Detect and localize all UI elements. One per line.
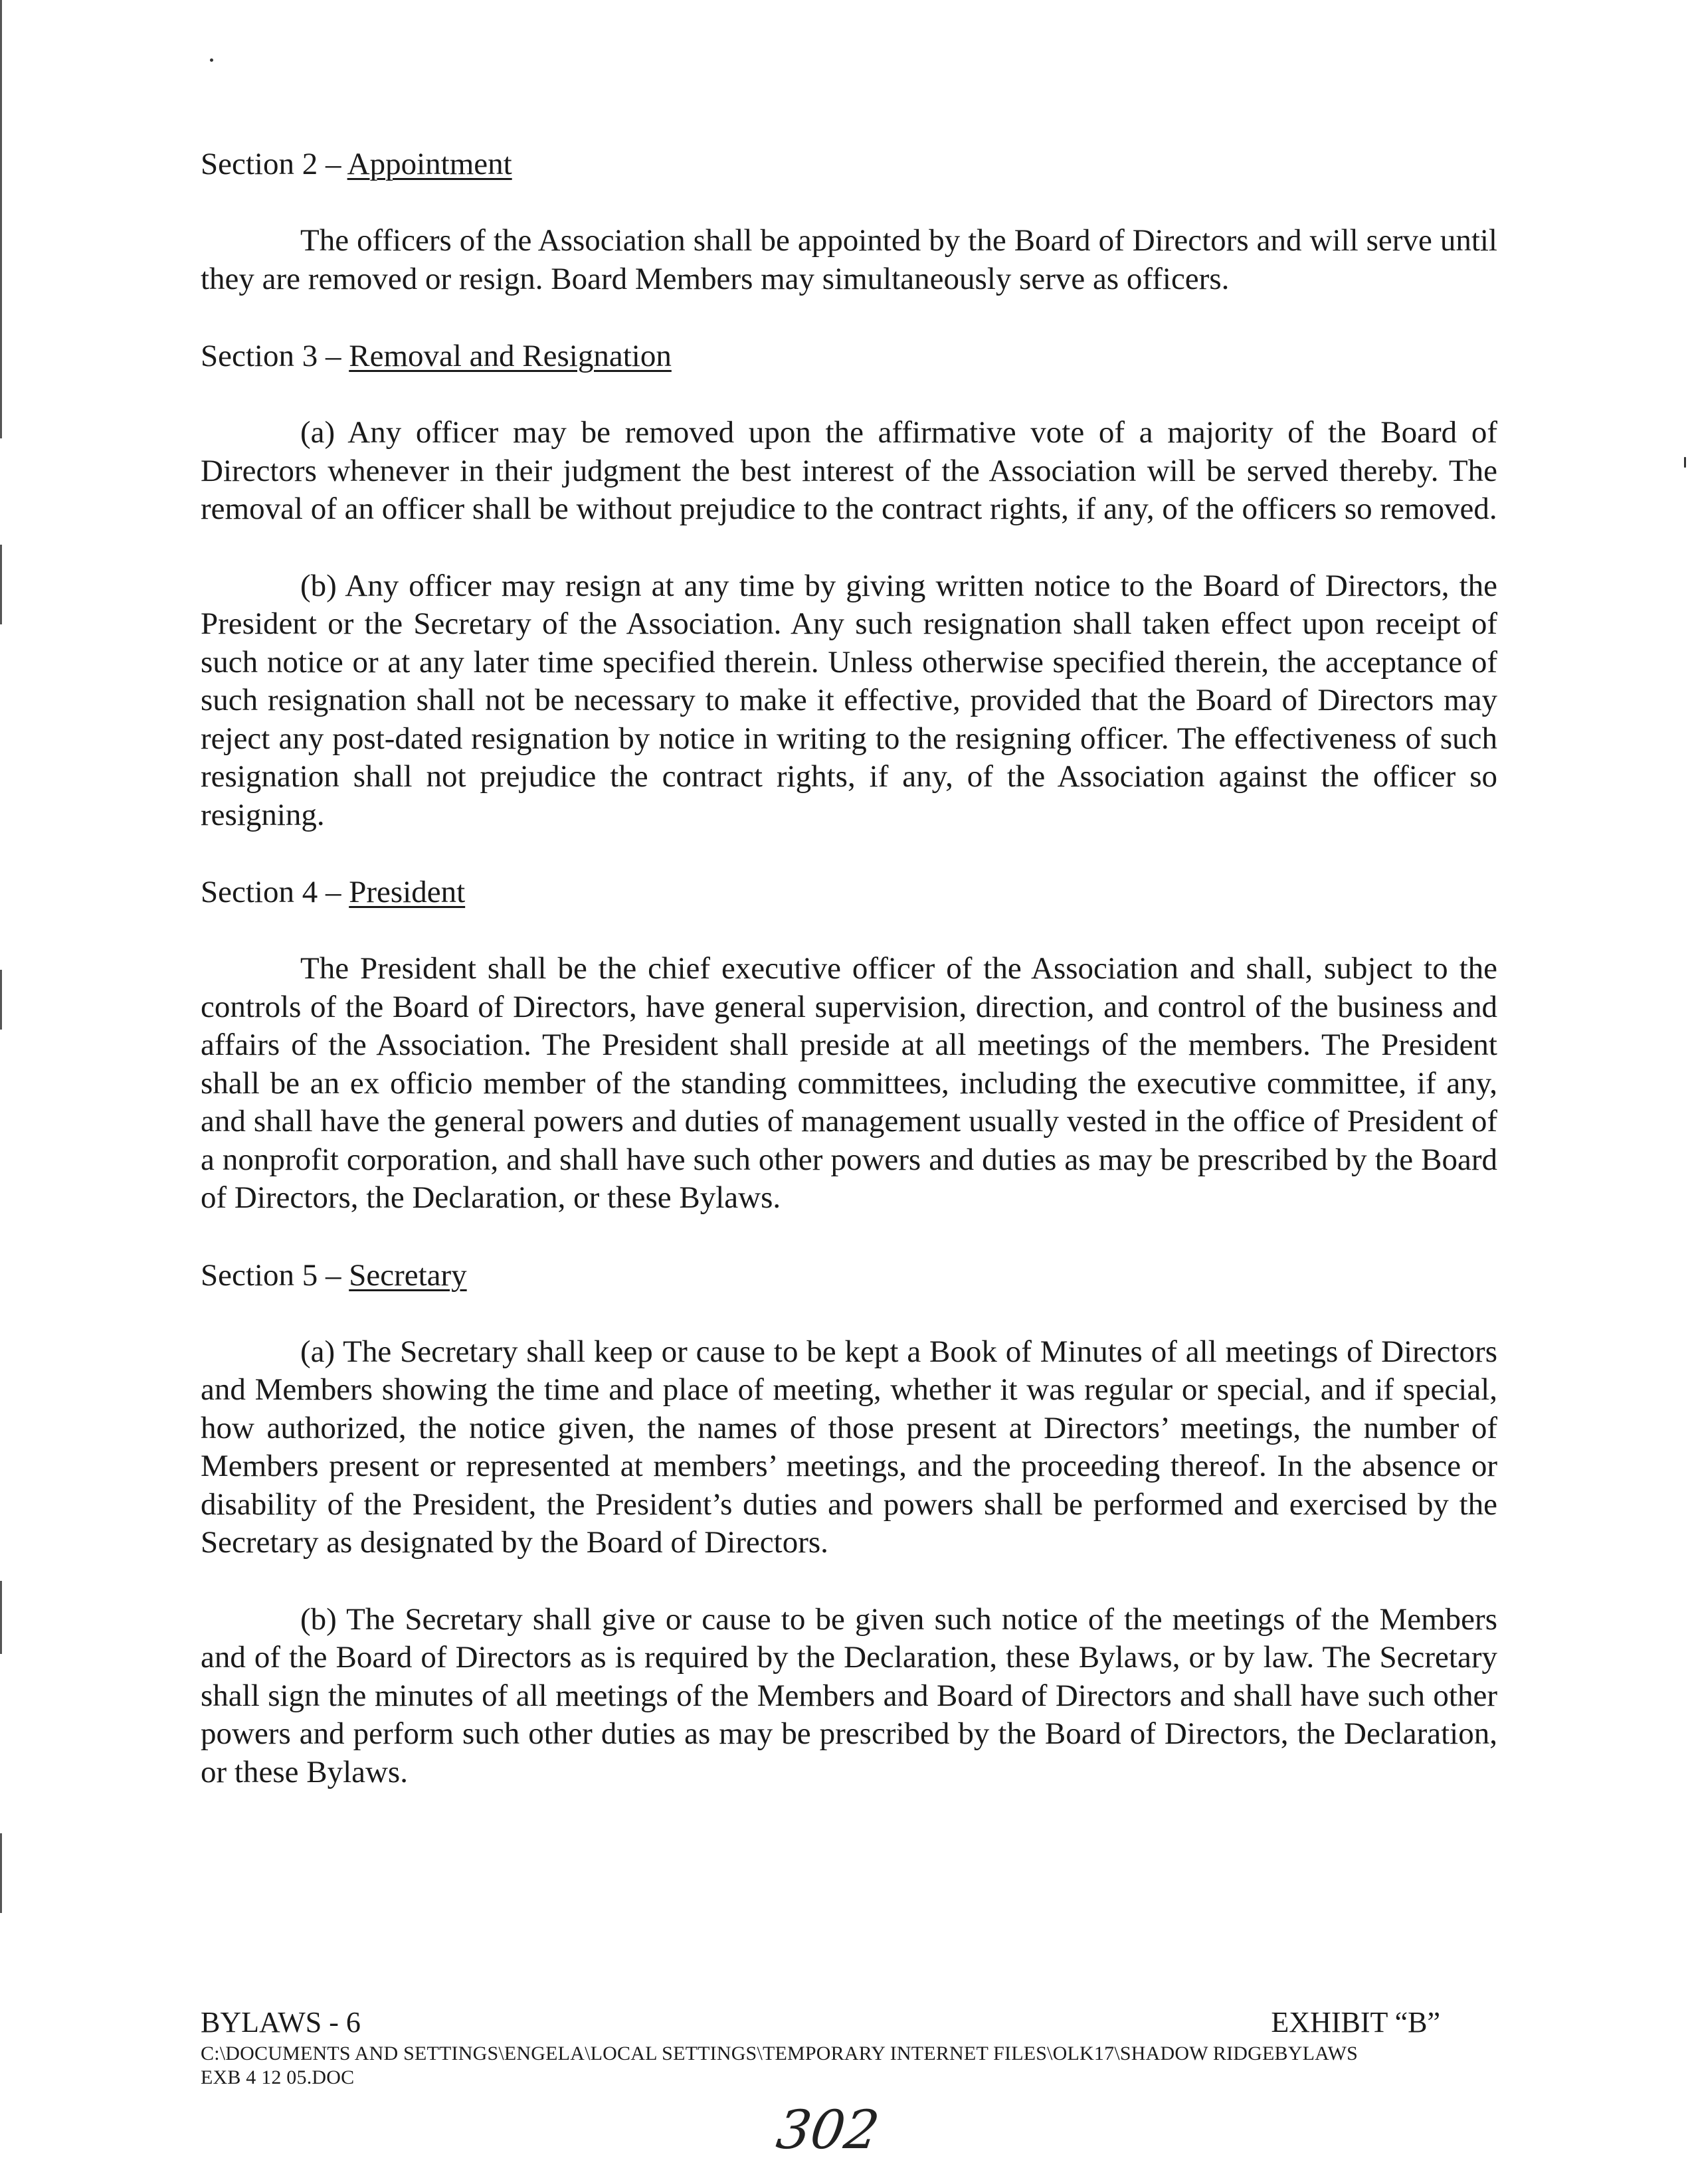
section-title: President <box>349 875 466 909</box>
footer-exhibit-label: EXHIBIT “B” <box>1271 2006 1440 2039</box>
scan-edge-mark <box>0 545 2 624</box>
paragraph: (b) The Secretary shall give or cause to be given such notice of the meetings of the Members and of the Board of Directors as is required by the Declaration, these Bylaws, or by law. The Secretary shall sign the minutes of all meetings of the Members and Board of Directors and shall have such other powers and perform such other duties as may be prescribed by the Board of Directors, the Declaration, or these Bylaws. <box>201 1601 1497 1789</box>
scan-speck <box>210 58 213 62</box>
section-title: Appointment <box>347 147 512 181</box>
section-number: Section 4 – <box>201 875 349 909</box>
section-number: Section 3 – <box>201 339 349 373</box>
section-heading <box>201 337 1497 375</box>
footer-file-path <box>201 2042 1497 2090</box>
paragraph: (a) The Secretary shall keep or cause to be kept a Book of Minutes of all meetings of Directors and Members showing the time and place of meeting, whether it was regular or special, and if special, how authorized, the notice given, the names of those present at Directors’ meetings, the number of Members present or represented at members’ meetings, and the proceeding thereof. In the absence or disability of the President, the President’s duties and powers shall be performed and exercised by the Secretary as designated by the Board of Directors. <box>201 1334 1497 1560</box>
paragraph: (a) Any officer may be removed upon the affirmative vote of a majority of the Board of Directors whenever in their judgment the best interest of the Association will be served thereby. The removal of an officer shall be without prejudice to the contract rights, if any, of the officers so removed. <box>201 415 1497 526</box>
section-number: Section 2 – <box>201 147 347 181</box>
section-title: Secretary <box>349 1257 467 1293</box>
section-number: Section 5 – <box>201 1257 349 1293</box>
scan-edge-mark <box>0 970 2 1030</box>
paragraph: The President shall be the chief executive officer of the Association and shall, subject to the controls of the Board of Directors, have general supervision, direction, and control of the business and affairs of the Association. The President shall preside at all meetings of the members. The President shall be an ex officio member of the standing committees, including the executive committee, if any, and shall have the general powers and duties of management usually vested in the office of President of a nonprofit corporation, and shall have such other powers and duties as may be prescribed by the Board of Directors, the Declaration, or these Bylaws. <box>201 951 1497 1215</box>
scan-speck <box>1684 457 1686 468</box>
footer-row <box>201 2006 1497 2039</box>
paragraph: (b) Any officer may resign at any time by giving written notice to the Board of Directors, the President or the Secretary of the Association. Any such resignation shall taken effect upon receipt of such notice or at any later time specified therein. Unless otherwise specified therein, the acceptance of such resignation shall not be necessary to make it effective, provided that the Board of Directors may reject any post-dated resignation by notice in writing to the resigning officer. The effectiveness of such resignation shall not prejudice the contract rights, if any, of the Association against the officer so resigning. <box>201 568 1497 832</box>
section-heading <box>201 145 1497 183</box>
file-path-line: EXB 4 12 05.DOC <box>201 2066 355 2088</box>
scan-edge-mark <box>0 1581 2 1654</box>
section-heading <box>201 1256 1497 1295</box>
footer-document-label: BYLAWS - 6 <box>201 2006 361 2039</box>
paragraph: The officers of the Association shall be appointed by the Board of Directors and will serve until they are removed or resign. Board Members may simultaneously serve as officers. <box>201 223 1497 296</box>
scan-edge-mark <box>0 1833 2 1913</box>
section-heading <box>201 873 1497 911</box>
handwritten-page-number: 302 <box>773 2099 884 2161</box>
file-path-line: C:\DOCUMENTS AND SETTINGS\ENGELA\LOCAL SETTINGS\TEMPORARY INTERNET FILES\OLK17\SHADOW RIDGEBYLAWS <box>201 2043 1358 2064</box>
document-body <box>201 145 1497 1791</box>
section-title: Removal and Resignation <box>349 339 672 373</box>
scan-edge-mark <box>0 0 2 438</box>
page-footer <box>201 2006 1497 2090</box>
